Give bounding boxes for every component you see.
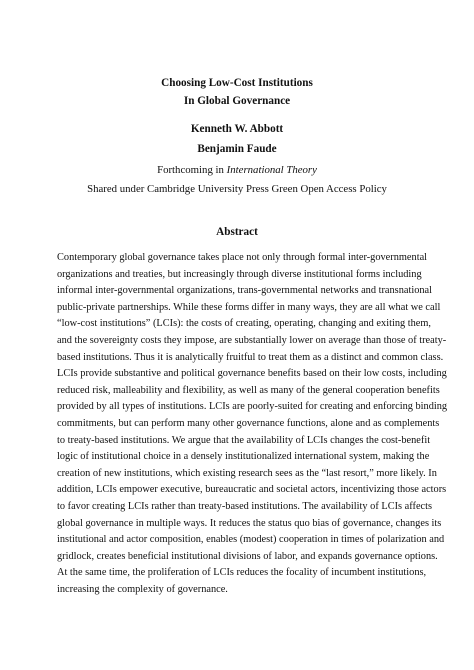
abstract-line: public-private partnerships. While these forms differ in many ways, they are all what we call bbox=[57, 301, 441, 313]
abstract-line: LCIs provide substantive and political governance benefits based on their low costs, including bbox=[57, 368, 447, 380]
abstract-line: commitments, but can perform many other governance functions, alone and as complements bbox=[57, 417, 440, 429]
abstract-line: gridlock, creates beneficial institutional divisions of labor, and expands governance options. bbox=[57, 550, 438, 562]
abstract-line: increasing the complexity of governance. bbox=[57, 583, 228, 595]
abstract-line: informal inter-governmental organizations, trans-governmental networks and transnational bbox=[57, 285, 433, 297]
publication-prefix: Forthcoming in bbox=[157, 164, 227, 176]
abstract-line: addition, LCIs empower executive, bureaucratic and societal actors, incentivizing those actors bbox=[57, 484, 447, 496]
abstract-heading: Abstract bbox=[216, 226, 258, 238]
paper-title-line-2: In Global Governance bbox=[183, 95, 291, 107]
abstract-line: to favor creating LCIs rather than treaty-based institutions. The availability of LCIs affects bbox=[57, 500, 433, 512]
abstract-line: “low-cost institutions” (LCIs): the costs of creating, operating, changing and exiting them, bbox=[57, 318, 432, 330]
author-name-1: Kenneth W. Abbott bbox=[190, 123, 284, 135]
abstract-line: reduced risk, malleability and flexibility, as well as many of the general cooperation benefits bbox=[57, 384, 440, 396]
license-note: Shared under Cambridge University Press Green Open Access Policy bbox=[87, 183, 387, 195]
abstract-line: provided by all types of institutions. LCIs are poorly-suited for creating and enforcing binding bbox=[57, 401, 448, 413]
abstract-line: global governance in multiple ways. It reduces the status quo bias of governance, changes its bbox=[57, 517, 442, 529]
abstract-line: logic of institutional choice in a densely institutionalized international system, making the bbox=[57, 451, 430, 463]
abstract-line: to treaty-based institutions. We argue that the availability of LCIs changes the cost-benefit bbox=[57, 434, 431, 446]
journal-name: International Theory bbox=[226, 164, 317, 176]
abstract-line: institutional and actor composition, enables (modest) cooperation in times of polarization and bbox=[57, 534, 445, 546]
paper-title-line-1: Choosing Low-Cost Institutions bbox=[161, 77, 313, 89]
author-name-2: Benjamin Faude bbox=[197, 143, 277, 155]
abstract-line: and the sovereignty costs they impose, are substantially lower on average than those of treaty- bbox=[57, 334, 447, 346]
abstract-line: based institutions. Thus it is analytically fruitful to treat them as a distinct and common class. bbox=[57, 351, 444, 363]
abstract-line: creation of new institutions, which existing research sees as the “last resort,” more likely. In bbox=[57, 467, 437, 479]
abstract-line: organizations and treaties, but increasingly through diverse institutional forms including bbox=[57, 268, 422, 280]
abstract-line: At the same time, the proliferation of LCIs reduces the focality of incumbent institutions, bbox=[57, 567, 427, 579]
abstract-line: Contemporary global governance takes place not only through formal inter-governmental bbox=[57, 252, 428, 263]
publication-note bbox=[0, 164, 474, 176]
abstract-body bbox=[57, 250, 448, 598]
